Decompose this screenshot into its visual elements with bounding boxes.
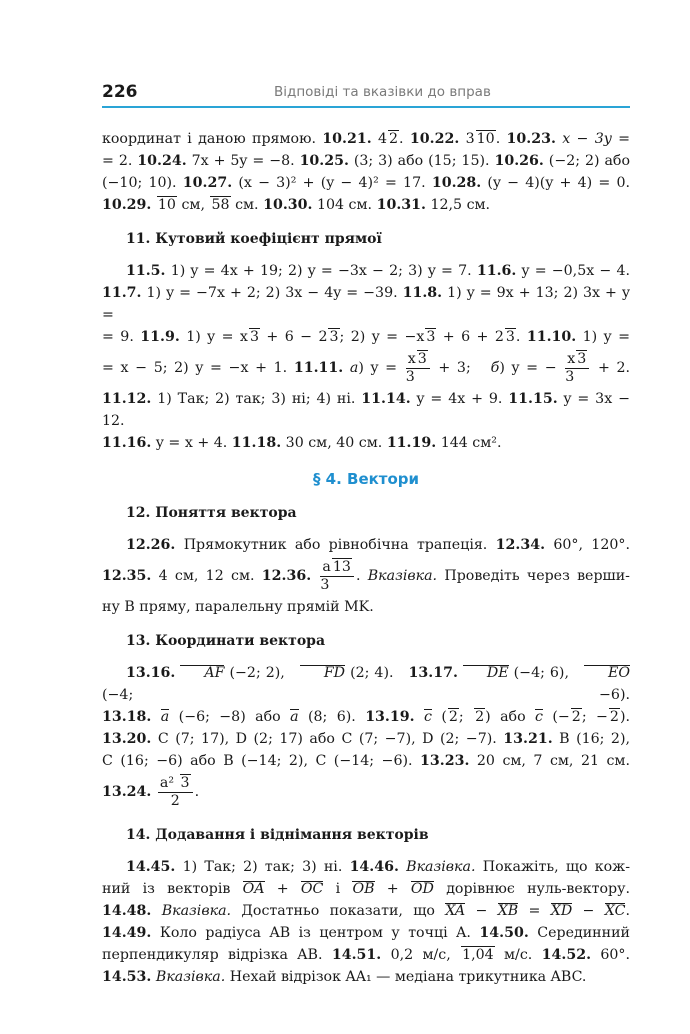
text-line: 14.45. 1) Так; 2) так; 3) ні. 14.46. Вказівка. Покажіть, що кож-	[126, 859, 631, 875]
text-line: = x − 5; 2) y = −x + 1. 11.11. а) y = $\frac{x 3}{3}$ + 3; б) y = − $\frac{x 3}{3}$ + 2.	[102, 350, 631, 385]
text-line: 11.7. 1) y = −7x + 2; 2) 3x − 4y = −39. 11.8. 1) y = 9x + 13; 2) 3x + y =	[102, 285, 630, 323]
text-line: C (16; −6) або B (−14; 2), C (−14; −6). 13.23. 20 см, 7 см, 21 см.	[102, 753, 630, 769]
text-line: 13.18. a (−6; −8) або a (8; 6). 13.19. c ( 2; 2) або c (− 2; − 2).	[102, 709, 630, 725]
section-title: 11. Кутовий коефіцієнт прямої	[126, 231, 382, 247]
text-line: 11.16. y = x + 4. 11.18. 30 см, 40 см. 11.19. 144 см².	[102, 435, 502, 451]
text-line: координат і даною прямою. 10.21. 4 2. 10.22. 3 10. 10.23. x − 3y =	[102, 131, 631, 147]
text-line: = 9. 11.9. 1) y = x 3 + 6 − 2 3; 2) y = −x 3 + 6 + 2 3. 11.10. 1) y =	[102, 329, 630, 345]
text-line: 12.26. Прямокутник або рівнобічна трапеція. 12.34. 60°, 120°.	[126, 537, 630, 553]
text-line: = 2. 10.24. 7x + 5y = −8. 10.25. (3; 3) або (15; 15). 10.26. (−2; 2) або	[102, 153, 630, 169]
page-header	[102, 80, 630, 108]
page-content	[102, 128, 630, 988]
text-line: 13.16. AF (−2; 2), FD (2; 4). 13.17. DE (−4; 6), EO (−4; −6).	[102, 665, 630, 703]
page-number: 226	[102, 82, 138, 102]
text-line: 13.20. C (7; 17), D (2; 17) або C (7; −7), D (2; −7). 13.21. B (16; 2),	[102, 731, 631, 747]
text-line: 14.53. Вказівка. Нехай відрізок AA₁ — медіана трикутника ABC.	[102, 969, 587, 985]
text-line: 14.49. Коло радіуса AB із центром у точці A. 14.50. Серединний	[102, 925, 631, 941]
running-title: Відповіді та вказівки до вправ	[274, 84, 491, 100]
text-line: (−10; 10). 10.27. (x − 3)² + (y − 4)² = 17. 10.28. (y − 4)(y + 4) = 0.	[102, 175, 631, 191]
text-line: ну B пряму, паралельну прямій MK.	[102, 599, 374, 615]
text-line: 12.35. 4 см, 12 см. 12.36. $\frac{a 13}{3}$ . Вказівка. Проведіть через верши-	[102, 558, 630, 593]
chapter-title: § 4. Вектори	[312, 470, 420, 488]
text-line: 14.48. Вказівка. Достатньо показати, що XA − XB = XD − XC.	[102, 903, 630, 919]
section-title: 12. Поняття вектора	[126, 505, 297, 521]
text-line: 13.24. $\frac{\text{a² 3}}{2}$ .	[102, 774, 200, 809]
section-title: 14. Додавання і віднімання векторів	[126, 827, 429, 843]
text-line: перпендикуляр відрізка AB. 14.51. 0,2 м/с, 1,04 м/с. 14.52. 60°.	[102, 947, 631, 963]
text-line: 11.12. 1) Так; 2) так; 3) ні; 4) ні. 11.14. y = 4x + 9. 11.15. y = 3x − 12.	[102, 391, 630, 429]
text-line: ний із векторів OA + OC і OB + OD дорівнює нуль-вектору.	[102, 881, 630, 897]
section-title: 13. Координати вектора	[126, 633, 326, 649]
text-line: 10.29. 10 см, 58 см. 10.30. 104 см. 10.31. 12,5 см.	[102, 197, 491, 213]
text-line: 11.5. 1) y = 4x + 19; 2) y = −3x − 2; 3) y = 7. 11.6. y = −0,5x − 4.	[126, 263, 631, 279]
